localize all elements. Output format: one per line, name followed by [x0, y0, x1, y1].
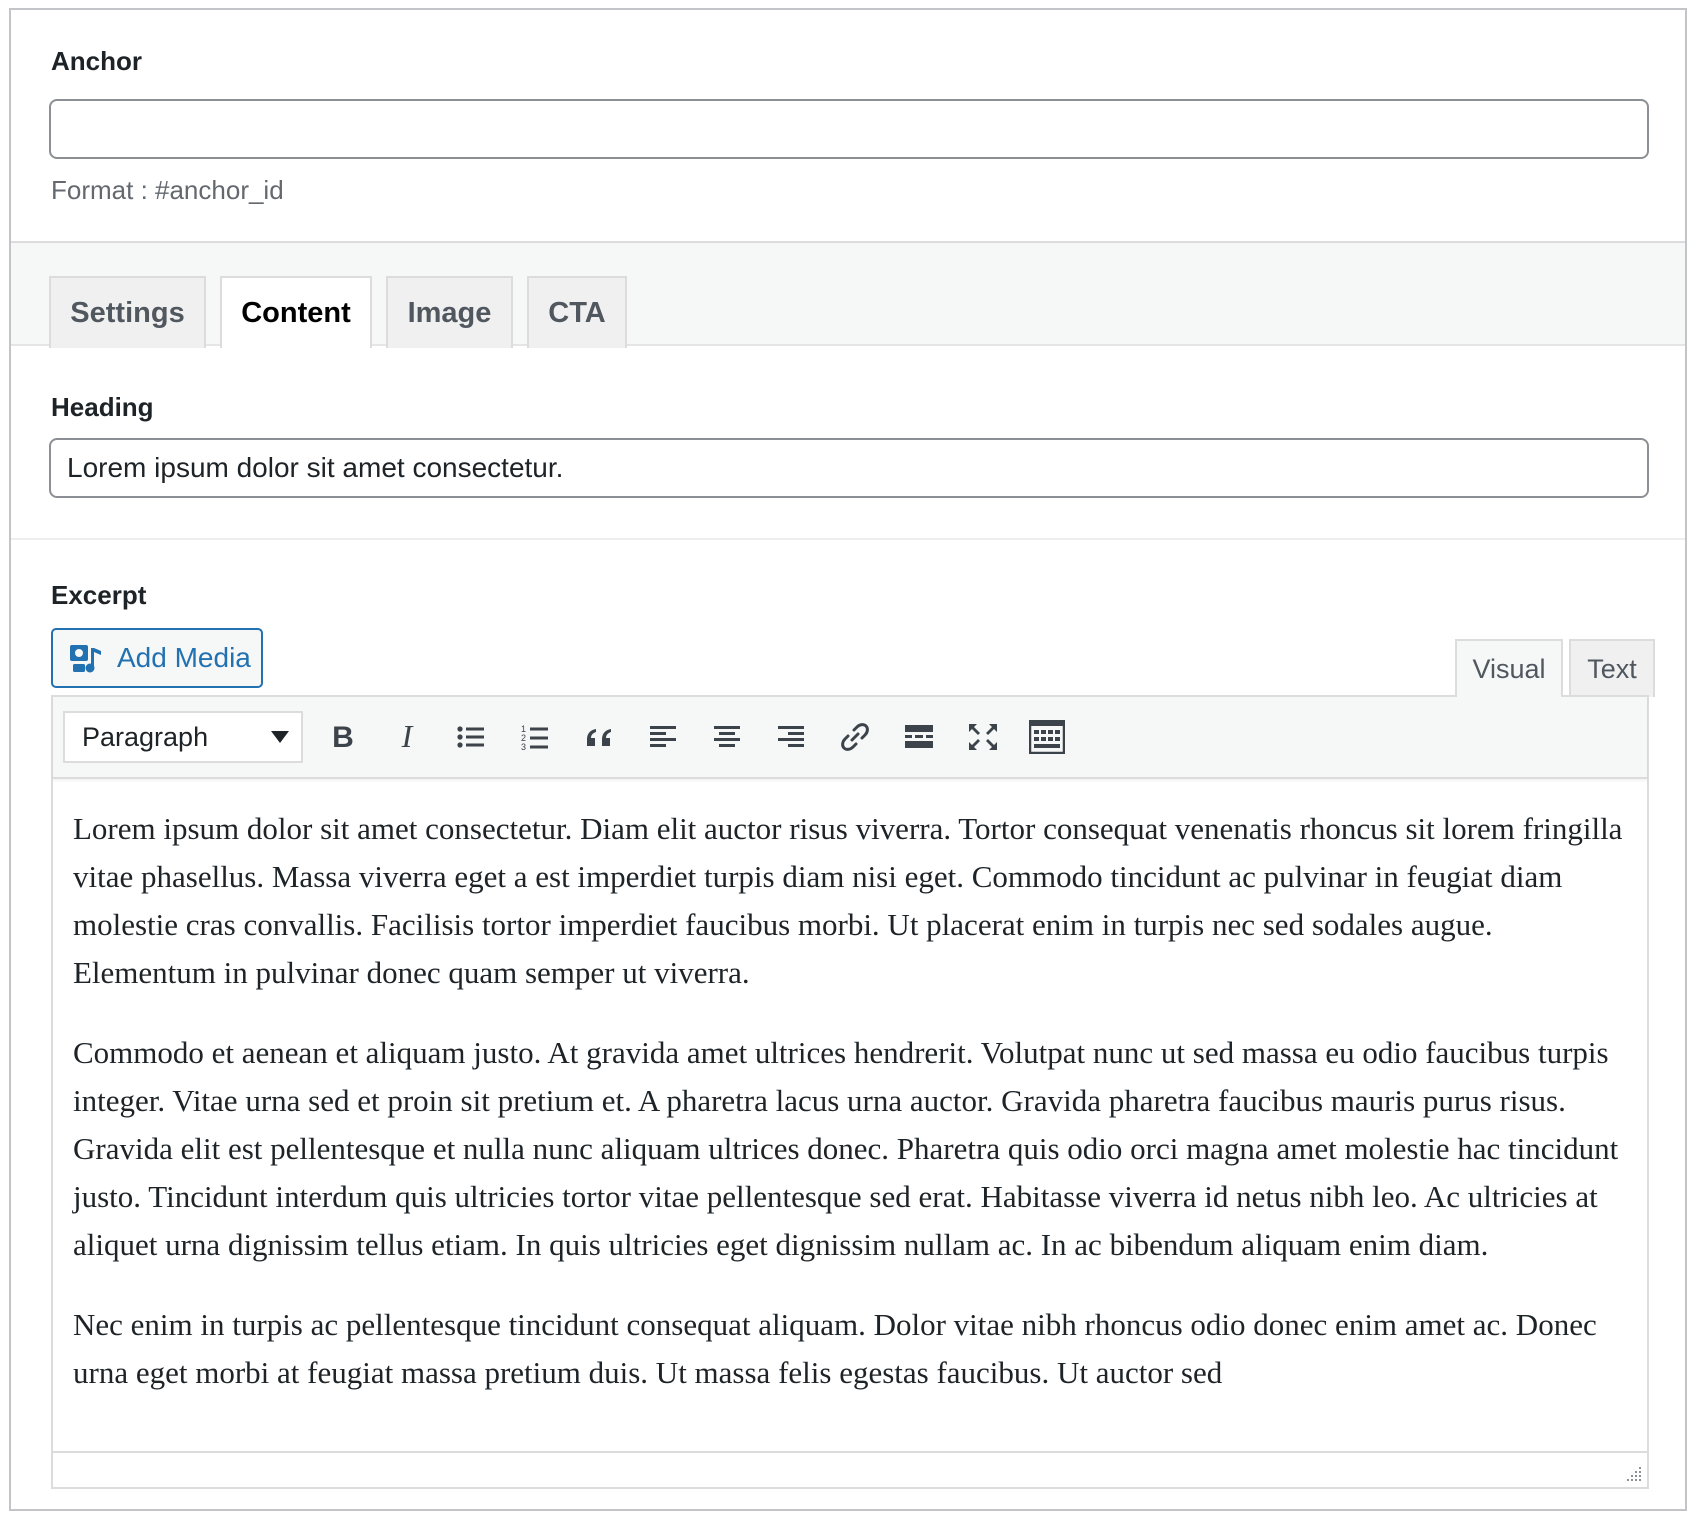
add-media-button[interactable] [51, 628, 263, 688]
excerpt-paragraph: Commodo et aenean et aliquam justo. At gravida amet ultrices hendrerit. Volutpat nunc ut sed massa eu odio faucibus turpis integer. Vitae urna sed et proin sit pretium et. A pharetra lacus urna auctor. Gravida pharetra faucibus mauris purus risus. Gravida elit est pellentesque et nulla nunc aliquam ultrices donec. Pharetra quis odio orci magna amet molestie hac tincidunt justo. Tincidunt interdum quis ultricies tortor vitae pellentesque sed erat. Habitasse viverra id netus nibh leo. Ac ultricies at aliquet urna dignissim tellus etiam. In quis ultricies eget dignissim nullam ac. In ac bibendum aliquam enim diam. [73, 1035, 1619, 1262]
svg-text:3: 3 [521, 742, 527, 752]
align-left-icon [648, 722, 678, 752]
tab-bar [11, 243, 1685, 346]
link-icon [839, 721, 871, 753]
tab-settings[interactable]: Settings [49, 276, 206, 348]
anchor-section [11, 10, 1685, 243]
excerpt-section [11, 540, 1685, 1509]
svg-text:B: B [332, 722, 354, 752]
align-left-button[interactable] [637, 711, 689, 763]
align-center-button[interactable] [701, 711, 753, 763]
tab-content[interactable]: Content [220, 276, 372, 348]
anchor-label: Anchor [51, 46, 142, 76]
numbered-list-button[interactable] [509, 711, 561, 763]
anchor-format-hint: Format : #anchor_id [51, 175, 284, 205]
align-right-icon [776, 722, 806, 752]
toolbar-toggle-button[interactable] [1021, 711, 1073, 763]
fullscreen-icon [967, 722, 999, 752]
block-settings-panel [9, 8, 1687, 1511]
tab-text[interactable]: Text [1569, 639, 1655, 697]
editor-statusbar [53, 1451, 1647, 1487]
read-more-button[interactable] [893, 711, 945, 763]
bold-icon [328, 722, 358, 752]
toolbar-toggle-icon [1029, 720, 1065, 754]
italic-icon [392, 722, 422, 752]
align-right-button[interactable] [765, 711, 817, 763]
read-more-icon [904, 722, 934, 752]
insert-link-button[interactable] [829, 711, 881, 763]
heading-section [11, 346, 1685, 540]
tab-image[interactable]: Image [386, 276, 513, 348]
blockquote-icon [584, 722, 614, 752]
heading-label: Heading [51, 392, 154, 422]
blockquote-button[interactable] [573, 711, 625, 763]
italic-button[interactable] [381, 711, 433, 763]
excerpt-editor [51, 695, 1649, 1489]
excerpt-paragraph: Lorem ipsum dolor sit amet consectetur. Diam elit auctor risus viverra. Tortor consequat venenatis rhoncus sit lorem fringilla vitae phasellus. Massa viverra eget a est imperdiet turpis diam nisi eget. Commodo tincidunt ac pulvinar in feugiat diam molestie cras convallis. Facilisis tortor imperdiet faucibus morbi. Ut placerat enim in turpis nec sed sodales augue. Elementum in pulvinar donec quam semper ut viverra. [73, 811, 1623, 990]
chevron-down-icon [271, 731, 289, 743]
bullet-list-button[interactable] [445, 711, 497, 763]
format-select-value: Paragraph [82, 721, 209, 752]
tab-cta[interactable]: CTA [527, 276, 627, 348]
format-select[interactable] [63, 711, 303, 763]
numbered-list-icon [520, 722, 550, 752]
bold-button[interactable] [317, 711, 369, 763]
editor-toolbar [53, 697, 1647, 779]
editor-content[interactable] [53, 779, 1647, 1451]
align-center-icon [712, 722, 742, 752]
heading-input[interactable] [49, 438, 1649, 498]
excerpt-paragraph: Nec enim in turpis ac pellentesque tincidunt consequat aliquam. Dolor vitae nibh rhoncus odio donec enim amet ac. Donec urna eget morbi at feugiat massa pretium duis. Ut massa felis egestas faucibus. Ut auctor sed [73, 1307, 1597, 1390]
svg-text:2: 2 [521, 733, 527, 743]
svg-text:1: 1 [521, 724, 527, 734]
excerpt-label: Excerpt [51, 580, 147, 610]
bullet-list-icon [456, 722, 486, 752]
add-media-label: Add Media [117, 642, 251, 673]
tab-visual[interactable]: Visual [1455, 639, 1563, 697]
fullscreen-button[interactable] [957, 711, 1009, 763]
svg-text:I: I [401, 722, 413, 752]
add-media-icon [69, 642, 103, 674]
anchor-input[interactable] [49, 99, 1649, 159]
resize-handle-icon[interactable] [1625, 1465, 1643, 1483]
